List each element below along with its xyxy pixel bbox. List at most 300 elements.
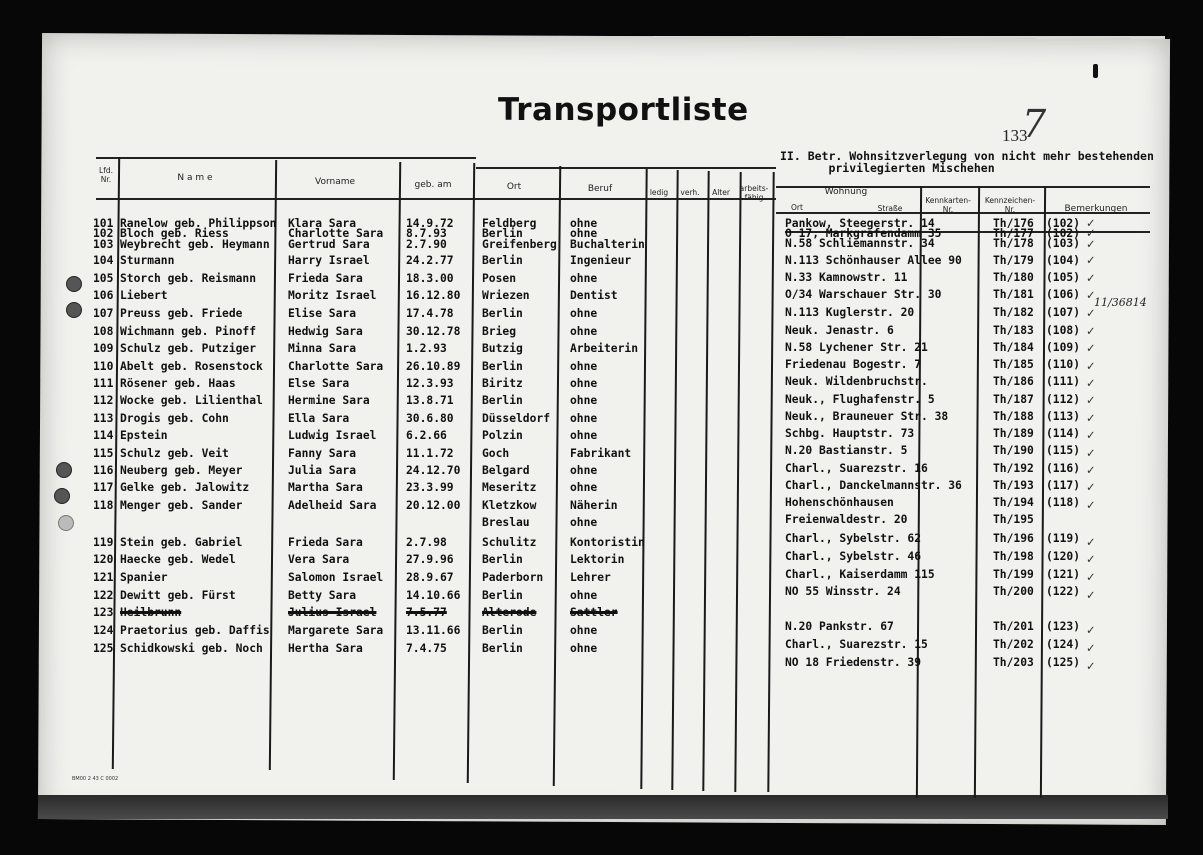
- cell-name: Spanier: [120, 571, 168, 585]
- col-header-vorname: Vorname: [314, 177, 356, 187]
- cell-wohnung: O 17, Markgrafendamm 35: [785, 227, 942, 241]
- cell-beruf: ohne: [570, 642, 598, 655]
- cell-kennzeichen: Th/199: [993, 567, 1034, 581]
- cell-bemerkungen: (114): [1046, 427, 1081, 441]
- col-header-lfd-nr: Lfd. Nr.: [99, 166, 113, 184]
- cell-kennzeichen: Th/193: [993, 478, 1034, 492]
- cell-wohnung: NO 18 Friedenstr. 39: [785, 656, 922, 670]
- cell-beruf: Kontoristin: [570, 535, 645, 549]
- cell-bemerkungen: (105): [1046, 270, 1081, 284]
- cell-vorname: Elise Sara: [288, 307, 357, 321]
- cell-kennzeichen: Th/180: [993, 270, 1034, 284]
- cell-wohnung: N.58 Schliemannstr. 34: [785, 237, 935, 251]
- cell-lfd-nr: 108: [93, 324, 114, 338]
- col-header-alter: Alter: [712, 188, 730, 197]
- handwritten-page-number: 7: [1022, 102, 1047, 146]
- cell-ort: Kletzkow: [482, 498, 537, 512]
- cell-vorname: Ella Sara: [288, 411, 350, 425]
- table-row: [0, 478, 1203, 495]
- cell-vorname: Harry Israel: [288, 254, 370, 268]
- check-mark-icon: ✓: [1086, 377, 1096, 390]
- table-row: [0, 567, 1203, 585]
- document-title: Transportliste: [498, 92, 749, 128]
- cell-wohnung: O/34 Warschauer Str. 30: [785, 288, 942, 302]
- cell-beruf: Lektorin: [570, 553, 625, 566]
- cell-geb-am: 7.4.75: [406, 642, 447, 655]
- cell-lfd-nr: 122: [93, 588, 114, 602]
- cell-wohnung: Friedenau Bogestr. 7: [785, 358, 922, 372]
- cell-vorname: Charlotte Sara: [288, 359, 384, 373]
- cell-geb-am: 17.4.78: [406, 307, 454, 321]
- table-row: [0, 308, 1203, 320]
- cell-ort: Greifenberg: [482, 237, 557, 251]
- cell-geb-am: 14.9.72: [406, 217, 454, 230]
- cell-bemerkungen: (102): [1046, 217, 1081, 230]
- cell-lfd-nr: 117: [93, 481, 114, 495]
- check-mark-icon: ✓: [1086, 535, 1096, 549]
- check-mark-icon: ✓: [1086, 571, 1096, 585]
- check-mark-icon: ✓: [1086, 623, 1096, 637]
- cell-vorname: Martha Sara: [288, 481, 363, 495]
- table-row: [0, 375, 1203, 390]
- cell-bemerkungen: (115): [1046, 444, 1081, 458]
- cell-lfd-nr: 113: [93, 411, 114, 425]
- cell-ort: Berlin: [482, 553, 523, 566]
- cell-geb-am: 28.9.67: [406, 571, 454, 585]
- cell-geb-am: 8.7.93: [406, 227, 447, 241]
- page-number: 133: [1002, 126, 1028, 145]
- cell-geb-am: 24.2.77: [406, 254, 454, 268]
- table-row: [0, 392, 1203, 408]
- cell-lfd-nr: 119: [93, 535, 114, 549]
- cell-vorname: Betty Sara: [288, 588, 357, 602]
- cell-geb-am: 13.8.71: [406, 394, 454, 408]
- cell-wohnung: Pankow, Steegerstr. 14: [785, 217, 935, 230]
- cell-beruf: Ingenieur: [570, 254, 632, 268]
- cell-beruf: Lehrer: [570, 571, 611, 585]
- table-row: [0, 290, 1203, 302]
- cell-vorname: Else Sara: [288, 377, 350, 390]
- cell-ort: Meseritz: [482, 481, 537, 495]
- cell-kennzeichen: Th/202: [993, 637, 1034, 651]
- table-row: [0, 549, 1203, 566]
- table-row: [0, 607, 1203, 619]
- cell-name: Drogis geb. Cohn: [120, 411, 229, 425]
- cell-bemerkungen: (113): [1046, 409, 1081, 423]
- cell-beruf: ohne: [570, 623, 598, 637]
- cell-wohnung: N.113 Kuglerstr. 20: [785, 306, 915, 320]
- cell-vorname: Julius Israel: [288, 606, 377, 620]
- cell-ort: Düsseldorf: [482, 411, 551, 425]
- cell-ort: Berlin: [482, 307, 523, 321]
- cell-lfd-nr: 107: [93, 307, 114, 321]
- cell-lfd-nr: 104: [93, 254, 114, 268]
- cell-wohnung: Hohenschönhausen: [785, 496, 894, 509]
- check-mark-icon: ✓: [1086, 254, 1096, 268]
- cell-geb-am: 13.11.66: [406, 623, 461, 637]
- cell-kennzeichen: Th/182: [993, 306, 1034, 320]
- check-mark-icon: ✓: [1086, 289, 1096, 302]
- table-row: [0, 340, 1203, 356]
- col-header-wohnung: Wohnung: [824, 187, 868, 197]
- cell-lfd-nr: 118: [93, 498, 114, 512]
- cell-kennzeichen: Th/200: [993, 585, 1034, 599]
- table-row: [0, 461, 1203, 477]
- cell-kennzeichen: Th/187: [993, 392, 1034, 406]
- cell-wohnung: N.113 Schönhauser Allee 90: [785, 253, 962, 267]
- cell-bemerkungen: (125): [1046, 656, 1081, 670]
- table-row: [0, 585, 1203, 602]
- cell-lfd-nr: 103: [93, 237, 114, 251]
- table-row: [0, 409, 1203, 425]
- archive-code: BM00 2 43 C 0002: [72, 776, 119, 782]
- cell-kennzeichen: Th/176: [993, 217, 1034, 230]
- cell-name: Weybrecht geb. Heymann: [120, 237, 270, 251]
- cell-ort: Breslau: [482, 516, 530, 530]
- cell-wohnung: Freienwaldestr. 20: [785, 513, 908, 527]
- cell-name: Dewitt geb. Fürst: [120, 588, 236, 602]
- table-row: [0, 532, 1203, 549]
- cell-vorname: Margarete Sara: [288, 623, 384, 637]
- cell-lfd-nr: 102: [93, 227, 114, 241]
- cell-bemerkungen: (123): [1046, 619, 1081, 633]
- cell-geb-am: 2.7.98: [406, 535, 447, 549]
- cell-kennzeichen: Th/196: [993, 532, 1034, 546]
- check-mark-icon: ✓: [1086, 324, 1096, 338]
- table-row: [0, 239, 1203, 251]
- cell-lfd-nr: 121: [93, 571, 114, 585]
- cell-beruf: Dentist: [570, 289, 618, 302]
- cell-kennzeichen: Th/201: [993, 619, 1034, 633]
- cell-bemerkungen: (124): [1046, 637, 1081, 651]
- cell-lfd-nr: 114: [93, 429, 114, 443]
- cell-bemerkungen: (104): [1046, 253, 1081, 267]
- cell-kennzeichen: Th/178: [993, 237, 1034, 251]
- cell-wohnung: Neuk., Flughafenstr. 5: [785, 392, 935, 406]
- cell-ort: Berlin: [482, 623, 523, 637]
- cell-geb-am: 12.3.93: [406, 377, 454, 390]
- cell-lfd-nr: 120: [93, 553, 114, 566]
- cell-lfd-nr: 110: [93, 359, 114, 373]
- cell-wohnung: Charl., Suarezstr. 16: [785, 461, 928, 475]
- cell-name: Abelt geb. Rosenstock: [120, 359, 263, 373]
- check-mark-icon: ✓: [1086, 217, 1096, 230]
- cell-wohnung: Charl., Sybelstr. 46: [785, 549, 922, 563]
- table-row: [0, 496, 1203, 512]
- cell-kennzeichen: Th/181: [993, 288, 1034, 302]
- cell-bemerkungen: (111): [1046, 375, 1081, 389]
- table-top-border: [476, 167, 776, 169]
- cell-bemerkungen: (109): [1046, 340, 1081, 354]
- cell-bemerkungen: (108): [1046, 323, 1081, 337]
- cell-wohnung: Charl., Danckelmannstr. 36: [785, 478, 962, 492]
- cell-kennzeichen: Th/186: [993, 375, 1034, 389]
- cell-beruf: ohne: [570, 394, 598, 408]
- table-top-border: [96, 157, 476, 159]
- cell-beruf: ohne: [570, 377, 598, 390]
- cell-ort: Posen: [482, 271, 517, 285]
- cell-wohnung: Charl., Sybelstr. 62: [785, 532, 922, 546]
- cell-beruf: ohne: [570, 429, 598, 443]
- cell-vorname: Moritz Israel: [288, 289, 377, 302]
- cell-beruf: Sattler: [570, 606, 618, 620]
- cell-bemerkungen: (107): [1046, 306, 1081, 320]
- cell-lfd-nr: 105: [93, 271, 114, 285]
- cell-geb-am: 18.3.00: [406, 271, 454, 285]
- col-header-kennzeichen-nr: Kennzeichen- Nr.: [984, 196, 1036, 214]
- cell-kennzeichen: Th/179: [993, 253, 1034, 267]
- col-header-wohnung-strasse: Straße: [877, 204, 903, 213]
- cell-ort: Wriezen: [482, 289, 530, 302]
- cell-kennzeichen: Th/194: [993, 496, 1034, 509]
- cell-wohnung: Charl., Suarezstr. 15: [785, 637, 928, 651]
- check-mark-icon: ✓: [1086, 411, 1096, 425]
- cell-wohnung: Charl., Kaiserdamm 115: [785, 567, 935, 581]
- check-mark-icon: ✓: [1086, 588, 1096, 602]
- cell-ort: Biritz: [482, 377, 523, 390]
- cell-bemerkungen: (119): [1046, 532, 1081, 546]
- cell-geb-am: 30.6.80: [406, 411, 454, 425]
- cell-vorname: Fanny Sara: [288, 446, 357, 460]
- check-mark-icon: ✓: [1086, 498, 1096, 512]
- col-header-ort: Ort: [506, 182, 522, 192]
- cell-beruf: ohne: [570, 217, 598, 230]
- cell-lfd-nr: 123: [93, 606, 114, 620]
- cell-vorname: Hermine Sara: [288, 394, 370, 408]
- header-note: II. Betr. Wohnsitzverlegung von nicht mehr bestehenden privilegierten Mischehen: [780, 149, 1154, 175]
- table-row: [0, 427, 1203, 443]
- cell-ort: Goch: [482, 446, 510, 460]
- cell-kennzeichen: Th/177: [993, 227, 1034, 241]
- col-header-bemerkungen: Bemerkungen: [1064, 204, 1128, 214]
- col-header-kennkarten-nr: Kennkarten- Nr.: [925, 196, 971, 214]
- check-mark-icon: ✓: [1086, 481, 1096, 495]
- check-mark-icon: ✓: [1086, 271, 1096, 285]
- cell-vorname: Gertrud Sara: [288, 237, 370, 251]
- cell-vorname: Adelheid Sara: [288, 498, 377, 512]
- cell-name: Stein geb. Gabriel: [120, 535, 243, 549]
- cell-vorname: Minna Sara: [288, 342, 357, 356]
- cell-name: Schulz geb. Putziger: [120, 342, 257, 356]
- cell-wohnung: N.20 Bastianstr. 5: [785, 444, 908, 458]
- cell-name: Schidkowski geb. Noch: [120, 642, 263, 655]
- cell-ort: Belgard: [482, 464, 530, 477]
- cell-name: Wichmann geb. Pinoff: [120, 324, 257, 338]
- cell-ort: Schulitz: [482, 535, 537, 549]
- check-mark-icon: ✓: [1086, 227, 1096, 241]
- cell-ort: Butzig: [482, 342, 523, 356]
- cell-name: Haecke geb. Wedel: [120, 553, 236, 566]
- cell-bemerkungen: (102): [1046, 227, 1081, 241]
- cell-lfd-nr: 111: [93, 377, 114, 390]
- cell-vorname: Ludwig Israel: [288, 429, 377, 443]
- cell-name: Bloch geb. Riess: [120, 227, 229, 241]
- cell-geb-am: 1.2.93: [406, 342, 447, 356]
- cell-vorname: Klara Sara: [288, 217, 357, 230]
- table-row: [0, 637, 1203, 655]
- check-mark-icon: ✓: [1086, 359, 1096, 373]
- table-row: [0, 513, 1203, 530]
- cell-bemerkungen: (120): [1046, 549, 1081, 563]
- table-row: [0, 619, 1203, 637]
- cell-name: Neuberg geb. Meyer: [120, 464, 243, 477]
- cell-bemerkungen: (106): [1046, 288, 1081, 302]
- cell-vorname: Julia Sara: [288, 464, 357, 477]
- cell-beruf: Näherin: [570, 498, 618, 512]
- cell-name: Wocke geb. Lilienthal: [120, 394, 263, 408]
- cell-wohnung: N.20 Pankstr. 67: [785, 619, 894, 633]
- cell-geb-am: 27.9.96: [406, 553, 454, 566]
- cell-vorname: Vera Sara: [288, 553, 350, 566]
- cell-wohnung: N.33 Kamnowstr. 11: [785, 270, 908, 284]
- cell-kennzeichen: Th/195: [993, 513, 1034, 527]
- col-header-wohnung-ort: Ort: [791, 203, 803, 212]
- cell-lfd-nr: 101: [93, 217, 114, 230]
- cell-wohnung: Neuk., Brauneuer Str. 38: [785, 409, 949, 423]
- cell-beruf: ohne: [570, 307, 598, 321]
- cell-ort: Berlin: [482, 227, 523, 241]
- ink-mark: [1093, 64, 1098, 78]
- cell-geb-am: 2.7.90: [406, 237, 447, 251]
- cell-bemerkungen: (118): [1046, 496, 1081, 509]
- cell-lfd-nr: 124: [93, 623, 114, 637]
- cell-ort: Berlin: [482, 642, 523, 655]
- cell-vorname: Frieda Sara: [288, 535, 363, 549]
- col-header-geb-am: geb. am: [414, 180, 452, 190]
- col-header-name: N a m e: [177, 173, 213, 183]
- cell-beruf: Fabrikant: [570, 446, 632, 460]
- cell-bemerkungen: (122): [1046, 585, 1081, 599]
- check-mark-icon: ✓: [1086, 394, 1096, 408]
- cell-name: Storch geb. Reismann: [120, 271, 257, 285]
- cell-lfd-nr: 106: [93, 289, 114, 302]
- cell-kennzeichen: Th/188: [993, 409, 1034, 423]
- cell-name: Schulz geb. Veit: [120, 446, 229, 460]
- cell-bemerkungen: (121): [1046, 567, 1081, 581]
- cell-kennzeichen: Th/198: [993, 549, 1034, 563]
- cell-wohnung: Neuk. Jenastr. 6: [785, 323, 894, 337]
- cell-geb-am: 16.12.80: [406, 289, 461, 302]
- table-row: [0, 323, 1203, 338]
- cell-beruf: ohne: [570, 227, 598, 241]
- cell-geb-am: 7.5.77: [406, 606, 447, 620]
- cell-ort: Polzin: [482, 429, 523, 443]
- cell-name: Rösener geb. Haas: [120, 377, 236, 390]
- table-row: [0, 444, 1203, 460]
- col-header-ledig: ledig: [649, 188, 669, 197]
- check-mark-icon: ✓: [1086, 342, 1096, 356]
- cell-geb-am: 6.2.66: [406, 429, 447, 443]
- cell-ort: Alterode: [482, 606, 537, 620]
- table-row: [0, 656, 1203, 674]
- cell-geb-am: 20.12.00: [406, 498, 461, 512]
- cell-name: Heilbrunn: [120, 606, 182, 620]
- cell-kennzeichen: Th/185: [993, 358, 1034, 372]
- cell-beruf: ohne: [570, 481, 598, 495]
- cell-vorname: Hertha Sara: [288, 642, 363, 655]
- col-header-beruf: Beruf: [587, 184, 613, 194]
- cell-geb-am: 23.3.99: [406, 481, 454, 495]
- cell-wohnung: Schbg. Hauptstr. 73: [785, 427, 915, 441]
- cell-bemerkungen: (116): [1046, 461, 1081, 475]
- cell-name: Preuss geb. Friede: [120, 307, 243, 321]
- cell-wohnung: N.58 Lychener Str. 21: [785, 340, 928, 354]
- cell-geb-am: 26.10.89: [406, 359, 461, 373]
- cell-ort: Paderborn: [482, 571, 544, 585]
- table-row: [0, 270, 1203, 285]
- cell-lfd-nr: 116: [93, 464, 114, 477]
- table-row: [0, 358, 1203, 373]
- cell-geb-am: 30.12.78: [406, 324, 461, 338]
- cell-name: Gelke geb. Jalowitz: [120, 481, 250, 495]
- cell-name: Ranelow geb. Philippson: [120, 217, 277, 230]
- check-mark-icon: ✓: [1086, 464, 1096, 477]
- check-mark-icon: ✓: [1086, 642, 1096, 655]
- check-mark-icon: ✓: [1086, 429, 1096, 443]
- cell-lfd-nr: 115: [93, 446, 114, 460]
- cell-name: Menger geb. Sander: [120, 498, 243, 512]
- cell-bemerkungen: (110): [1046, 358, 1081, 372]
- cell-name: Sturmann: [120, 254, 175, 268]
- cell-lfd-nr: 125: [93, 642, 114, 655]
- handwritten-note: 11/36814: [1094, 296, 1147, 309]
- cell-geb-am: 14.10.66: [406, 588, 461, 602]
- sheet-bottom-shadow: [38, 795, 1168, 819]
- cell-ort: Berlin: [482, 254, 523, 268]
- cell-geb-am: 11.1.72: [406, 446, 454, 460]
- cell-kennzeichen: Th/190: [993, 444, 1034, 458]
- cell-name: Epstein: [120, 429, 168, 443]
- cell-name: Liebert: [120, 289, 168, 302]
- cell-kennzeichen: Th/183: [993, 323, 1034, 337]
- check-mark-icon: ✓: [1086, 553, 1096, 566]
- cell-vorname: Salomon Israel: [288, 571, 384, 585]
- cell-vorname: Hedwig Sara: [288, 324, 363, 338]
- cell-wohnung: NO 55 Winsstr. 24: [785, 585, 901, 599]
- check-mark-icon: ✓: [1086, 237, 1096, 251]
- cell-kennzeichen: Th/184: [993, 340, 1034, 354]
- cell-kennzeichen: Th/192: [993, 461, 1034, 475]
- cell-lfd-nr: 109: [93, 342, 114, 356]
- cell-vorname: Charlotte Sara: [288, 227, 384, 241]
- col-header-verh: verh.: [680, 188, 700, 197]
- cell-kennzeichen: Th/189: [993, 427, 1034, 441]
- cell-geb-am: 24.12.70: [406, 464, 461, 477]
- cell-beruf: ohne: [570, 516, 598, 530]
- cell-bemerkungen: (112): [1046, 392, 1081, 406]
- cell-ort: Feldberg: [482, 217, 537, 230]
- cell-beruf: ohne: [570, 411, 598, 425]
- cell-vorname: Frieda Sara: [288, 271, 363, 285]
- cell-wohnung: Neuk. Wildenbruchstr.: [785, 375, 928, 389]
- check-mark-icon: ✓: [1086, 446, 1096, 460]
- cell-kennzeichen: Th/203: [993, 656, 1034, 670]
- cell-lfd-nr: 112: [93, 394, 114, 408]
- cell-beruf: ohne: [570, 588, 598, 602]
- cell-beruf: ohne: [570, 359, 598, 373]
- cell-beruf: ohne: [570, 324, 598, 338]
- check-mark-icon: ✓: [1086, 307, 1096, 321]
- cell-ort: Berlin: [482, 359, 523, 373]
- cell-beruf: ohne: [570, 271, 598, 285]
- table-row: [0, 255, 1203, 267]
- cell-name: Praetorius geb. Daffis: [120, 623, 270, 637]
- header-bottom-border: [96, 198, 776, 200]
- cell-bemerkungen: (117): [1046, 478, 1081, 492]
- cell-beruf: Buchalterin: [570, 237, 645, 251]
- cell-beruf: Arbeiterin: [570, 342, 639, 356]
- cell-ort: Berlin: [482, 394, 523, 408]
